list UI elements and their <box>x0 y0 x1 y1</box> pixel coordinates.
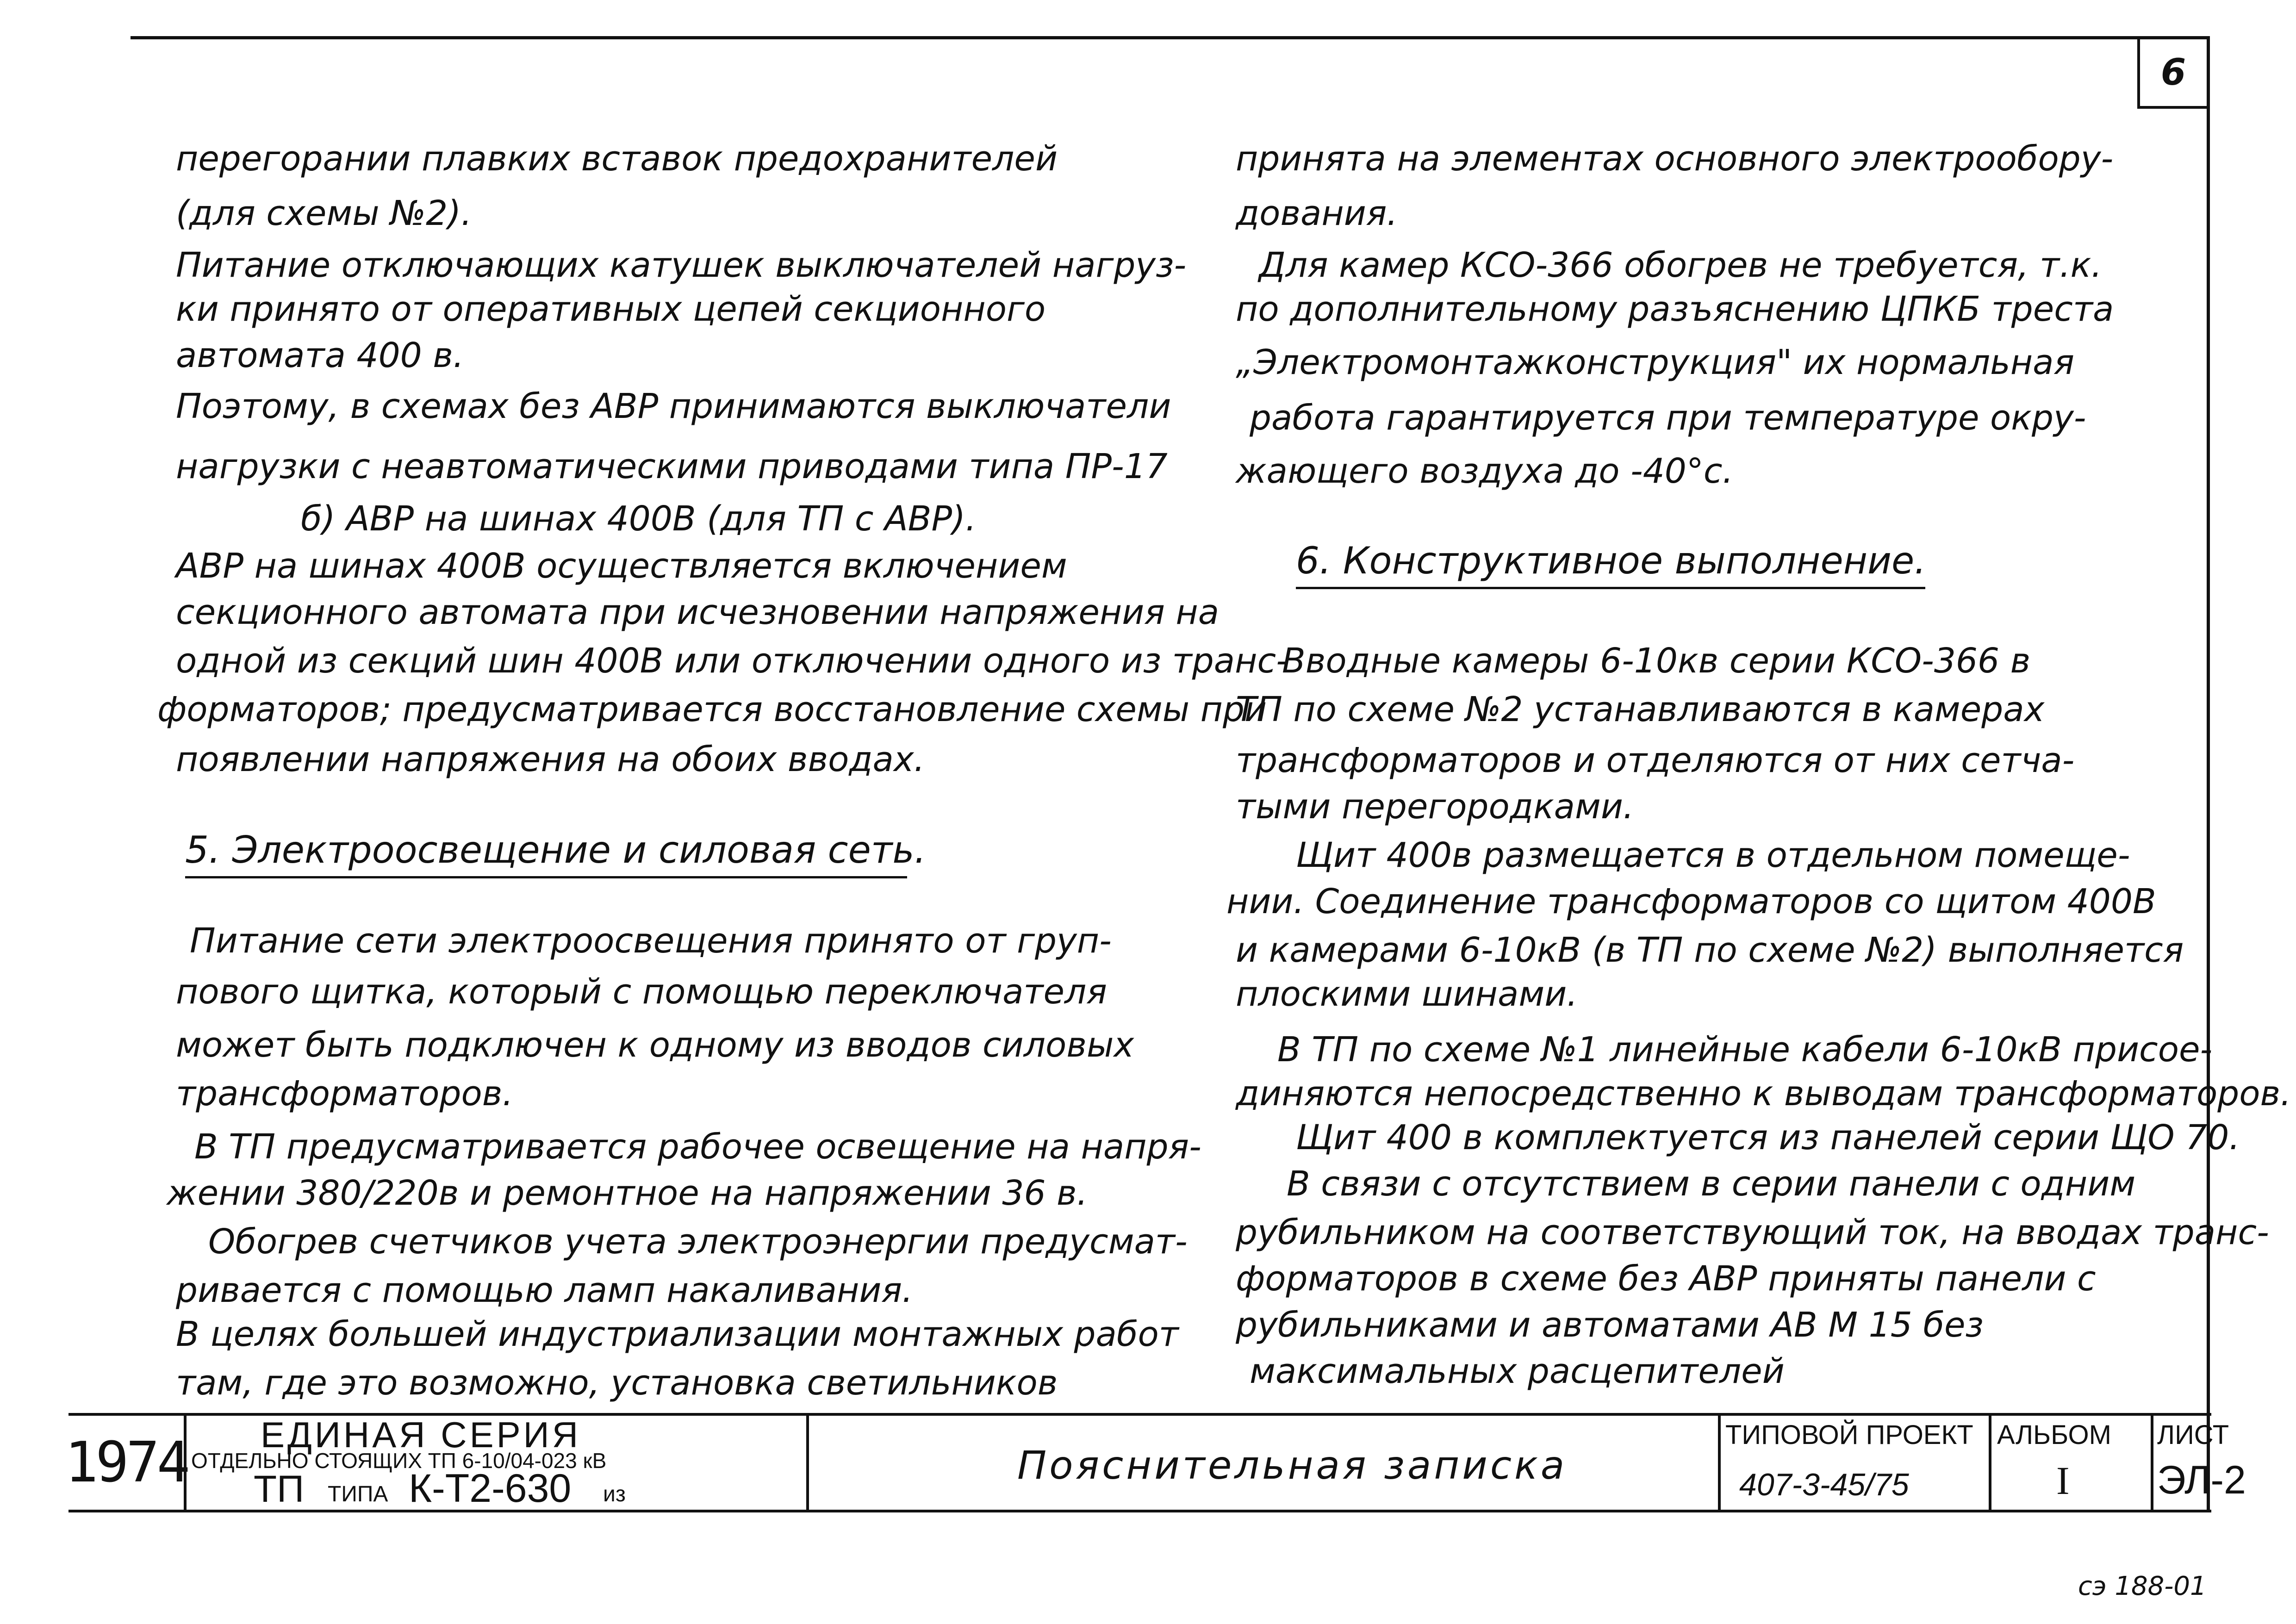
album-label: АЛЬБОМ <box>1997 1420 2111 1450</box>
text-line: В целях большей индустриализации монтажных работ <box>176 1314 1179 1354</box>
text-line: принята на элементах основного электрообору- <box>1236 139 2114 179</box>
text-line: жающего воздуха до -40°с. <box>1236 451 1734 491</box>
text-line: рубильником на соответствующий ток, на вводах транс- <box>1236 1213 2269 1252</box>
text-line: б) АВР на шинах 400В (для ТП с АВР). <box>301 499 977 539</box>
text-line: Обогрев счетчиков учета электроэнергии предусмат- <box>208 1222 1188 1262</box>
text-line: там, где это возможно, установка светильников <box>176 1363 1058 1403</box>
text-line: может быть подключен к одному из вводов силовых <box>176 1025 1134 1065</box>
project-cell <box>1721 1416 1991 1510</box>
series-type-c: К-Т2-630 <box>409 1466 572 1511</box>
text-line: В ТП по схеме №1 линейные кабели 6-10кВ присое- <box>1277 1030 2213 1070</box>
text-line: рубильниками и автоматами АВ М 15 без <box>1236 1305 1984 1345</box>
text-line: автомата 400 в. <box>176 336 464 375</box>
text-line: работа гарантируется при температуре окру- <box>1250 398 2086 438</box>
text-line: плоскими шинами. <box>1236 974 1578 1014</box>
text-line: „Электромонтажконструкция" их нормальная <box>1236 342 2074 382</box>
text-line: Питание отключающих катушек выключателей нагруз- <box>176 245 1187 285</box>
text-line: диняются непосредственно к выводам трансформаторов. <box>1236 1074 2291 1114</box>
text-line: Для камер КСО-366 обогрев не требуется, т.к. <box>1259 245 2102 285</box>
archive-code: сэ 188-01 <box>2078 1571 2207 1601</box>
text-line: форматоров в схеме без АВР приняты панели с <box>1236 1259 2096 1299</box>
text-line: форматоров; предусматривается восстановление схемы при <box>157 690 1267 729</box>
series-subtitle: ОТДЕЛЬНО СТОЯЩИХ ТП 6-10/04-023 кВ <box>191 1449 607 1473</box>
text-line: Щит 400 в комплектуется из панелей серии ЩО 70. <box>1296 1118 2240 1157</box>
text-line: нагрузки с неавтоматическими приводами типа ПР-17 <box>176 447 1168 486</box>
text-line: пового щитка, который с помощью переключателя <box>176 972 1107 1012</box>
text-line: В ТП предусматривается рабочее освещение на напря- <box>194 1127 1201 1167</box>
text-line: трансформаторов. <box>176 1074 513 1114</box>
text-line: Поэтому, в схемах без АВР принимаются выключатели <box>176 386 1171 426</box>
text-line: максимальных расцепителей <box>1250 1351 1785 1391</box>
text-line: перегорании плавких вставок предохранителей <box>176 139 1058 179</box>
text-line: В связи с отсутствием в серии панели с одним <box>1287 1164 2136 1204</box>
section-heading-5: 5. Электроосвещение и силовая сеть. <box>185 828 907 878</box>
text-line: ки принято от оперативных цепей секционного <box>176 289 1046 329</box>
album-value: I <box>2056 1458 2070 1503</box>
sheet-corner-number: 6 <box>2137 39 2207 109</box>
text-line: Щит 400в размещается в отдельном помеще- <box>1296 835 2130 875</box>
project-label: ТИПОВОЙ ПРОЕКТ <box>1725 1420 1973 1450</box>
text-line: по дополнительному разъяснению ЦПКБ треста <box>1236 289 2114 329</box>
text-line: дования. <box>1236 193 1398 233</box>
text-line: Вводные камеры 6-10кв серии КСО-366 в <box>1282 641 2031 681</box>
text-line: появлении напряжения на обоих вводах. <box>176 740 925 779</box>
text-line: жении 380/220в и ремонтное на напряжении 36 в. <box>167 1173 1088 1213</box>
text-line: одной из секций шин 400В или отключении одного из транс- <box>176 641 1288 681</box>
title-block <box>65 1413 2246 1512</box>
text-line: АВР на шинах 400В осуществляется включением <box>176 546 1067 586</box>
text-line: ривается с помощью ламп накаливания. <box>176 1270 913 1310</box>
album-cell <box>1991 1416 2153 1510</box>
year: 1974 <box>65 1431 187 1495</box>
doc-title-cell <box>809 1416 1721 1510</box>
series-title: ЕДИНАЯ СЕРИЯ <box>261 1414 581 1455</box>
text-line: ТП по схеме №2 устанавливаются в камерах <box>1236 690 2045 729</box>
year-cell <box>65 1416 187 1510</box>
series-type-b: ТИПА <box>328 1482 388 1506</box>
series-type-a: ТП <box>254 1468 305 1510</box>
text-line: тыми перегородками. <box>1236 787 1634 827</box>
sheet-cell <box>2153 1416 2246 1510</box>
sheet-label: ЛИСТ <box>2157 1420 2229 1450</box>
sheet-value: ЭЛ-2 <box>2157 1458 2246 1502</box>
series-type-d: из <box>603 1482 626 1506</box>
text-line: Питание сети электроосвещения принято от груп- <box>190 921 1112 961</box>
text-line: трансформаторов и отделяются от них сетча- <box>1236 740 2075 780</box>
text-line: и камерами 6-10кВ (в ТП по схеме №2) выполняется <box>1236 930 2184 970</box>
document-title: Пояснительная записка <box>1017 1443 1568 1488</box>
section-heading-6: 6. Конструктивное выполнение. <box>1296 539 1925 589</box>
text-line: нии. Соединение трансформаторов со щитом 400В <box>1226 882 2156 921</box>
text-line: секционного автомата при исчезновении напряжения на <box>176 592 1220 632</box>
project-number: 407-3-45/75 <box>1739 1467 1909 1502</box>
text-line: (для схемы №2). <box>176 193 472 233</box>
series-cell <box>187 1416 809 1510</box>
